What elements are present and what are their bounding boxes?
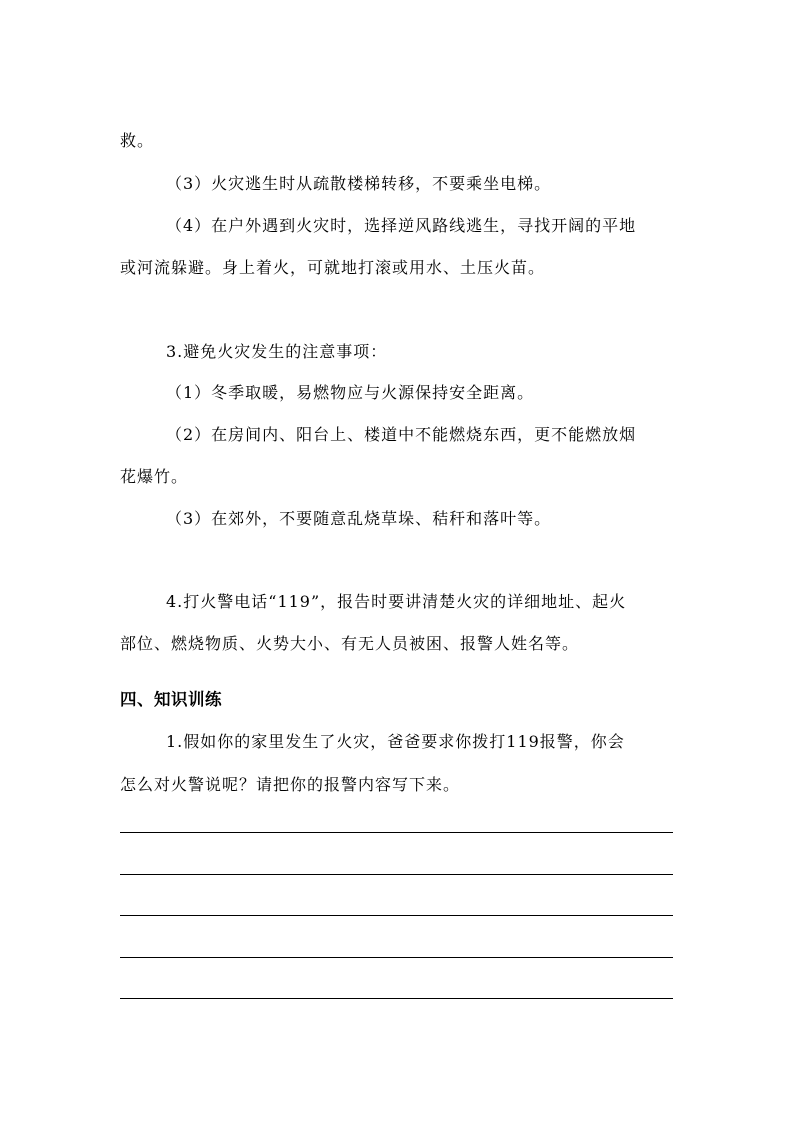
text-line-rescue-end: 救。: [120, 131, 155, 150]
escape-item-3: （3）火灾逃生时从疏散楼梯转移，不要乘坐电梯。: [166, 174, 552, 193]
question-line-1: 1.假如你的家里发生了火灾，爸爸要求你拨打119报警，你会: [166, 732, 625, 751]
prevention-item-2-line-2: 花爆竹。: [120, 467, 189, 486]
answer-writing-line[interactable]: [120, 832, 673, 833]
escape-item-4-line-2: 或河流躲避。身上着火，可就地打滚或用水、土压火苗。: [120, 258, 546, 277]
answer-writing-line[interactable]: [120, 957, 673, 958]
question-line-2: 怎么对火警说呢？请把你的报警内容写下来。: [120, 775, 461, 794]
alarm-line-1: 4.打火警电话“119”，报告时要讲清楚火灾的详细地址、起火: [166, 592, 627, 611]
section-heading-knowledge-training: 四、知识训练: [120, 690, 222, 709]
answer-writing-line[interactable]: [120, 998, 673, 999]
alarm-line-2: 部位、燃烧物质、火势大小、有无人员被困、报警人姓名等。: [120, 634, 580, 653]
escape-item-4-line-1: （4）在户外遇到火灾时，选择逆风路线逃生，寻找开阔的平地: [166, 216, 637, 235]
prevention-item-3: （3）在郊外，不要随意乱烧草垛、秸秆和落叶等。: [166, 509, 552, 528]
answer-writing-line[interactable]: [120, 874, 673, 875]
prevention-title: 3.避免火灾发生的注意事项：: [166, 342, 388, 361]
answer-writing-line[interactable]: [120, 915, 673, 916]
prevention-item-1: （1）冬季取暖，易燃物应与火源保持安全距离。: [166, 383, 535, 402]
prevention-item-2-line-1: （2）在房间内、阳台上、楼道中不能燃烧东西，更不能燃放烟: [166, 425, 637, 444]
